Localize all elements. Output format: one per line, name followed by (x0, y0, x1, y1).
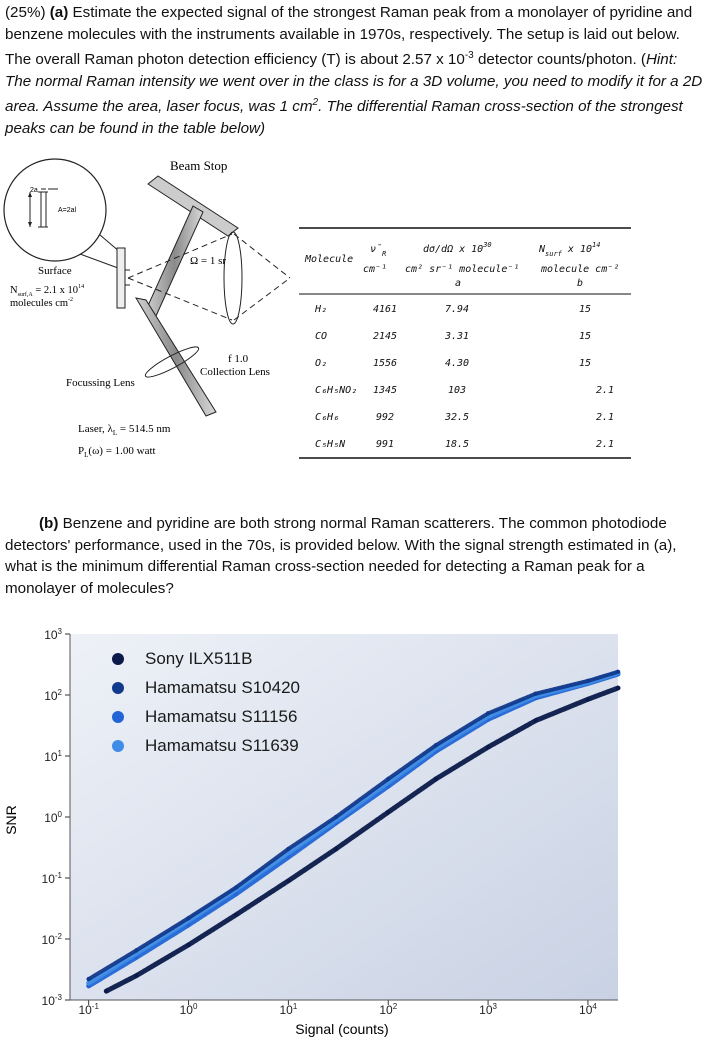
f-number-label: f 1.0 (228, 353, 249, 365)
table-cell-molecule: O₂ (315, 358, 328, 369)
y-tick-label: $10^2$ (44, 688, 62, 703)
table-cell-molecule: CO (315, 331, 328, 342)
table-cell-nsurf: 2.1 (595, 385, 615, 396)
table-cell-molecule: H₂ (315, 304, 328, 315)
table-cell-nu: 4161 (372, 304, 398, 315)
y-tick-label: $10^{-1}$ (41, 871, 62, 886)
col-header-sigma: dσ/dΩ x $10^{30}$ (423, 241, 492, 255)
data-point (586, 679, 590, 683)
table-cell-molecule: C₅H₅N (315, 439, 346, 450)
power-label: $P_L(\omega) = 1.00$ watt (78, 445, 156, 459)
table-cell-sigma: 4.30 (444, 358, 470, 369)
solid-angle-label: Ω = 1 sr (190, 255, 227, 267)
table-cell-nsurf: 15 (578, 304, 592, 315)
surface-label: Surface (38, 265, 72, 277)
surface-density-label: $N_{surf,A} = 2.1$ x $10^{14}$ (10, 284, 85, 298)
y-tick-label: $10^{-3}$ (41, 993, 62, 1008)
data-point (186, 943, 190, 947)
question-b-text: (b) Benzene and pyridine are both strong normal Raman scatterers. The common photodiode detectors' performance, used in the 70s, is provided below. With the signal strength estimated in (a), what is the minimum differential Raman cross-section needed for detecting a Raman peak for a monolayer of molecules? (5, 515, 677, 597)
data-point (286, 847, 290, 851)
col-header-nu-unit: cm⁻¹ (363, 264, 388, 275)
data-point (234, 885, 238, 889)
x-tick-label: $10^3$ (479, 1002, 497, 1017)
molecules-label: molecules $cm^{-2}$ (10, 297, 74, 309)
beam-stop-label: Beam Stop (170, 158, 228, 173)
col-header-nsurf: $N_{surf}$ x $10^{14}$ (539, 241, 601, 258)
area-label: A=2al (58, 207, 77, 214)
data-point (86, 977, 90, 981)
table-cell-nu: 2145 (372, 331, 398, 342)
table-cell-sigma: 32.5 (444, 412, 470, 423)
data-point (234, 913, 238, 917)
y-tick-label: $10^{-2}$ (41, 932, 62, 947)
surface-magnified-circle (4, 159, 106, 261)
legend-label: Hamamatsu S10420 (145, 678, 300, 697)
dimension-2a: 2a (30, 187, 38, 194)
data-point (104, 989, 108, 993)
col-header-sigma-note: a (455, 278, 462, 289)
y-tick-label: $10^0$ (44, 810, 62, 825)
data-point (534, 692, 538, 696)
collection-lens (224, 232, 242, 324)
x-tick-label: $10^0$ (179, 1002, 198, 1017)
question-part-a: (a) (49, 4, 69, 21)
x-tick-label: $10^4$ (579, 1002, 597, 1017)
table-cell-nsurf: 2.1 (595, 439, 615, 450)
snr-chart (0, 620, 711, 1058)
legend-marker (112, 682, 124, 694)
col-header-sigma-unit: cm² sr⁻¹ molecule⁻¹ (405, 264, 520, 275)
data-point (486, 711, 490, 715)
question-a-text: (25%) (a) Estimate the expected signal of the strongest Raman peak from a monolayer of pyridine and benzene molecules with the instruments available in 1970s, respectively. The setup is laid out below. The overall Raman photon detection efficiency (T) is about 2.57 x $10^{-3}$ detector counts/photon. (Hint: The normal Raman intensity we went over in the class is for a 3D volume, you need to modify it for a 2D area. Assume the area, laser focus, was 1 $cm^2$. The differential Raman cross-section of the strongest peaks can be found in the table below) (5, 4, 703, 138)
data-point (434, 777, 438, 781)
y-tick-label: $10^3$ (44, 627, 62, 642)
table-cell-nsurf: 15 (578, 358, 592, 369)
data-point (386, 777, 390, 781)
col-header-nu: $\nū_R$ (370, 244, 387, 258)
legend-marker (112, 653, 124, 665)
data-point (334, 815, 338, 819)
table-cell-sigma: 7.94 (444, 304, 470, 315)
data-point (534, 718, 538, 722)
table-cell-nu: 991 (375, 439, 395, 450)
data-point (434, 743, 438, 747)
col-header-molecule: Molecule (305, 254, 354, 265)
table-cell-nu: 1556 (372, 358, 398, 369)
laser-label: Laser, $\lambda_L = 514.5$ nm (78, 423, 171, 437)
raman-setup-diagram (0, 150, 300, 470)
table-cell-sigma: 18.5 (444, 439, 470, 450)
table-cell-nsurf: 15 (578, 331, 592, 342)
legend-marker (112, 740, 124, 752)
x-tick-label: $10^1$ (279, 1002, 298, 1017)
legend-label: Hamamatsu S11639 (145, 736, 299, 755)
data-point (86, 981, 90, 985)
raman-cross-section-table (295, 222, 635, 462)
table-cell-nu: 992 (375, 412, 395, 423)
data-point (134, 948, 138, 952)
table-cell-nsurf: 2.1 (595, 412, 615, 423)
table-cell-molecule: C₆H₆ (315, 412, 340, 423)
data-point (486, 745, 490, 749)
table-cell-sigma: 103 (447, 385, 467, 396)
question-part-b: (b) (39, 515, 59, 532)
col-header-nsurf-unit: molecule cm⁻² (541, 264, 620, 275)
col-header-nsurf-note: b (577, 278, 584, 289)
table-cell-nu: 1345 (372, 385, 398, 396)
data-point (134, 974, 138, 978)
data-point (616, 686, 620, 690)
legend-label: Sony ILX511B (145, 649, 253, 668)
focussing-lens-label: Focussing Lens (66, 377, 135, 389)
data-point (616, 670, 620, 674)
data-point (586, 697, 590, 701)
legend-label: Hamamatsu S11156 (145, 707, 298, 726)
data-point (286, 879, 290, 883)
data-point (386, 810, 390, 814)
laser-beam (136, 298, 216, 416)
hint-text: Hint: The normal Raman intensity we went over in the class is for a 3D volume, you need to modify it for a 2D area. Assume the area, laser focus, was 1 cm (5, 51, 703, 116)
collection-lens-label: Collection Lens (200, 366, 270, 378)
legend-marker (112, 711, 124, 723)
x-tick-label: $10^{-1}$ (78, 1002, 99, 1017)
data-point (186, 916, 190, 920)
data-point (334, 847, 338, 851)
x-axis-label: Signal (counts) (295, 1021, 389, 1037)
table-cell-sigma: 3.31 (444, 331, 470, 342)
x-tick-label: $10^2$ (379, 1002, 398, 1017)
y-tick-label: $10^1$ (44, 749, 62, 764)
table-cell-molecule: C₆H₅NO₂ (315, 385, 358, 396)
question-weight: (25%) (5, 4, 46, 21)
y-axis-label: SNR (3, 805, 19, 835)
